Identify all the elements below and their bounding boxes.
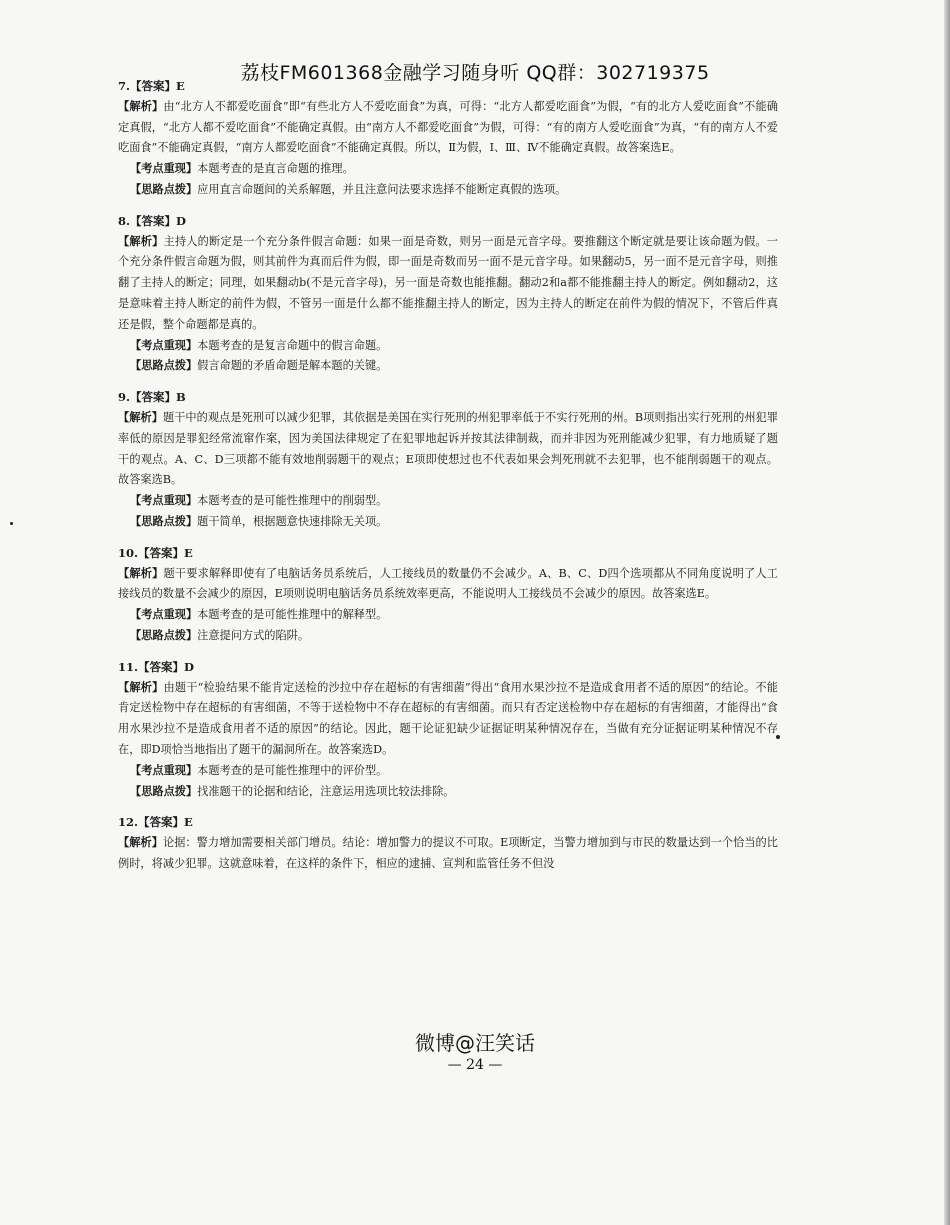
section-tag: 【解析】 [118,410,163,424]
analysis-paragraph [118,678,778,761]
section-text: 假言命题的矛盾命题是解本题的关键。 [197,359,388,373]
analysis-paragraph [118,491,778,512]
section-text: 注意提问方式的陷阱。 [197,628,310,642]
analysis-paragraph [118,336,778,357]
answer-label: 8.【答案】D [118,213,186,228]
analysis-paragraph [118,512,778,533]
section-text: 本题考查的是可能性推理中的削弱型。 [197,494,388,508]
question-block [118,211,778,377]
answer-label: 11.【答案】D [118,659,194,674]
section-text: 本题考查的是直言命题的推理。 [197,162,354,176]
scan-speck [10,522,13,525]
section-tag: 【考点重现】 [130,162,198,176]
section-tag: 【考点重现】 [130,338,198,352]
section-text: 本题考查的是复言命题中的假言命题。 [197,338,388,352]
section-text: 本题考查的是可能性推理中的评价型。 [197,763,388,777]
section-tag: 【思路点拨】 [130,628,198,642]
section-text: 应用直言命题间的关系解题，并且注意问法要求选择不能断定真假的选项。 [197,182,567,196]
section-text: 由“北方人不都爱吃面食”即“有些北方人不爱吃面食”为真，可得：“北方人都爱吃面食”为假，“有的北方人爱吃面食”不能确定真假，“北方人都不爱吃面食”不能确定真假。由“南方人不都爱吃面食”为假，可得：“有的南方人爱吃面食”为真，“有的南方人不爱吃面食”不能确定真假，“南方人都爱吃面食”不能确定真假。所以，Ⅱ为假，Ⅰ、Ⅲ、Ⅳ不能确定真假。故答案选E。 [118,99,778,155]
analysis-paragraph [118,761,778,782]
answer-label: 7.【答案】E [118,79,185,93]
section-tag: 【思路点拨】 [130,359,198,373]
section-text: 题干中的观点是死刑可以减少犯罪，其依据是美国在实行死刑的州犯罪率低于不实行死刑的州。B项则指出实行死刑的州犯罪率低的原因是罪犯经常流窜作案，因为美国法律规定了在犯罪地起诉并按其法律制裁，而并非因为死刑能减少犯罪，有力地质疑了题干的观点。A、C、D三项都不能有效地削弱题干的观点；E项即使想过也不代表如果会判死刑就不去犯罪，也不能削弱题干的观点。故答案选B。 [118,410,778,487]
analysis-paragraph [118,159,778,180]
section-tag: 【考点重现】 [130,608,198,622]
section-text: 题干简单，根据题意快速排除无关项。 [197,514,388,528]
section-text: 找准题干的论据和结论，注意运用选项比较法排除。 [197,784,455,798]
question-block [118,543,778,647]
section-tag: 【解析】 [118,680,164,694]
section-text: 主持人的断定是一个充分条件假言命题：如果一面是奇数，则另一面是元音字母。要推翻这个断定就是要让该命题为假。一个充分条件假言命题为假，则其前件为真而后件为假，即一面是奇数而另一面不是元音字母。如果翻动5，另一面不是元音字母，则推翻了主持人的断定；同理，如果翻动b(不是元音字母)，另一面是奇数也能推翻。翻动2和a都不能推翻主持人的断定。例如翻动2，这是意味着主持人断定的前件为假，不管另一面是什么都不能推翻主持人的断定，因为主持人的断定在前件为假的情况下，不管后件真还是假，整个命题都是真的。 [118,234,778,331]
analysis-paragraph [118,232,778,336]
section-tag: 【解析】 [118,836,163,850]
analysis-paragraph [118,605,778,626]
section-text: 题干要求解释即使有了电脑话务员系统后，人工接线员的数量仍不会减少。A、B、C、D四个选项都从不同角度说明了人工接线员的数量不会减少的原因，E项则说明电脑话务员系统效率更高，不能说明人工接线员不会减少的原因。故答案选E。 [118,566,778,601]
answer-label: 12.【答案】E [118,815,193,830]
section-tag: 【考点重现】 [130,494,198,508]
question-block [118,812,778,874]
footer-weibo: 微博@汪笑话 [415,1031,535,1055]
analysis-paragraph [118,626,778,647]
question-block [118,76,778,201]
section-tag: 【思路点拨】 [130,182,198,196]
analysis-paragraph [118,408,778,491]
question-block [118,657,778,803]
section-text: 论据：警力增加需要相关部门增员。结论：增加警力的提议不可取。E项断定，当警力增加到与市民的数量达到一个恰当的比例时，将减少犯罪。这就意味着，在这样的条件下，相应的逮捕、宣判和监管任务不但没 [118,836,778,870]
analysis-paragraph [118,97,778,159]
section-tag: 【思路点拨】 [130,784,198,798]
analysis-paragraph [118,782,778,803]
answer-label: 9.【答案】B [118,390,186,405]
section-tag: 【考点重现】 [130,763,198,777]
answer-label: 10.【答案】E [118,545,193,560]
analysis-paragraph [118,833,778,875]
section-tag: 【解析】 [118,234,164,248]
analysis-paragraph [118,356,778,377]
section-text: 本题考查的是可能性推理中的解释型。 [197,608,388,622]
page-number: — 24 — [447,1057,503,1073]
question-block [118,387,778,533]
section-tag: 【解析】 [118,566,164,580]
section-tag: 【思路点拨】 [130,514,198,528]
header-watermark-line: 荔枝FM601368金融学习随身听 QQ群：302719375 [240,62,710,84]
section-text: 由题干“检验结果不能肯定送检的沙拉中存在超标的有害细菌”得出“食用水果沙拉不是造成食用者不适的原因”的结论。不能肯定送检物中存在超标的有害细菌，不等于送检物中不存在超标的有害细菌。而只有否定送检物中存在超标的有害细菌，才能得出“食用水果沙拉不是造成食用者不适的原因”的结论。因此，题干论证犯缺少证据证明某种情况存在，当做有充分证据证明某种情况不存在，即D项恰当地指出了题干的漏洞所在。故答案选D。 [118,680,778,756]
page-content [118,76,778,885]
analysis-paragraph [118,180,778,201]
section-tag: 【解析】 [118,99,164,113]
analysis-paragraph [118,564,778,606]
